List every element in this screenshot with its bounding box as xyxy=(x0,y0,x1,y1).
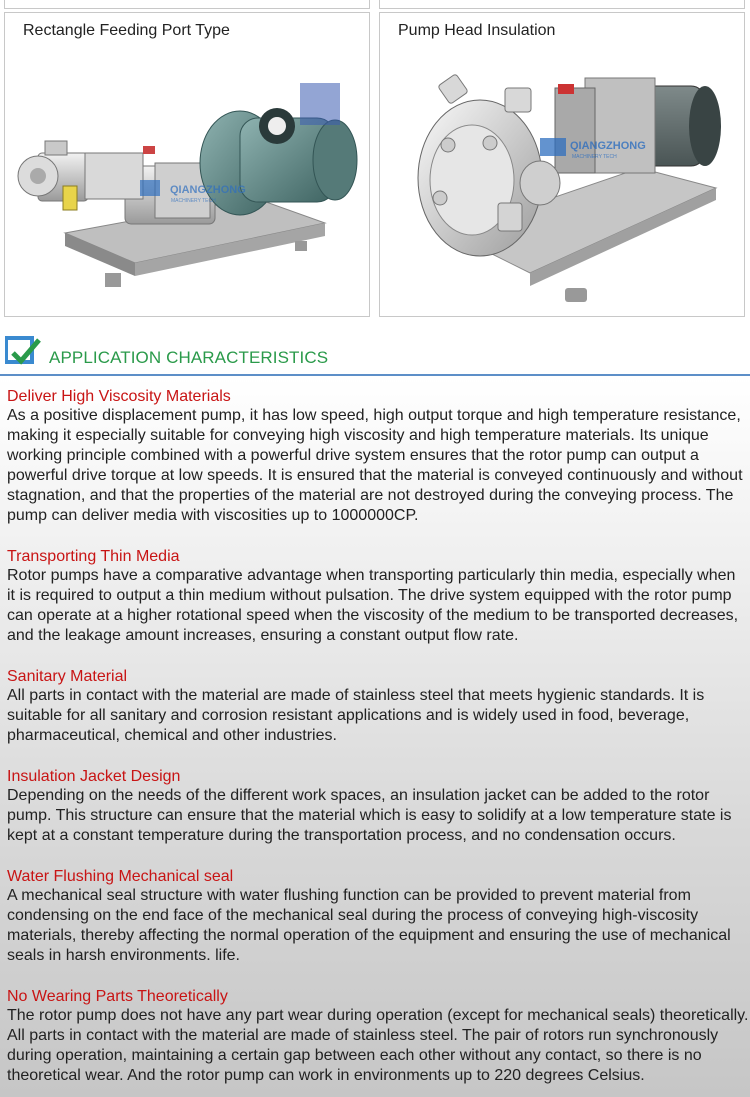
previous-card-bottom-left xyxy=(4,0,370,9)
characteristic-line: As a positive displacement pump, it has low speed, high output torque and high temperature resistance, xyxy=(7,407,741,424)
characteristic-line: can operate at a higher rotational speed when the viscosity of the medium to be transported decreases, xyxy=(7,607,739,624)
characteristic-item xyxy=(7,547,750,646)
characteristic-line: All parts in contact with the material are made of stainless steel. The pair of rotors run synchronously xyxy=(7,1027,719,1044)
characteristic-item xyxy=(7,767,750,846)
characteristic-line: working principle combined with a powerful drive system ensures that the rotor pump can output a xyxy=(7,447,699,464)
characteristic-line: pharmaceutical, chemical and other industries. xyxy=(7,727,337,744)
characteristic-line: The rotor pump does not have any part wear during operation (except for mechanical seals) theoretically. xyxy=(7,1007,749,1024)
characteristic-line: it is required to output a thin medium without pulsation. The drive system equipped with the rotor pump xyxy=(7,587,732,604)
characteristic-line: pump can deliver media with viscosities up to 1000000CP. xyxy=(7,507,419,524)
characteristic-line: and the leakage amount increases, ensuring a constant output flow rate. xyxy=(7,627,519,644)
characteristic-title: Insulation Jacket Design xyxy=(7,768,181,785)
characteristic-line: seals in harsh environments. life. xyxy=(7,947,240,964)
section-divider xyxy=(0,374,750,376)
gallery-card-head-insulation xyxy=(379,12,745,317)
characteristic-line: pump. This structure can ensure that the material which is easy to solidify at a low temperature state is xyxy=(7,807,732,824)
characteristic-line: condensing on the end face of the mechanical seal during the process of conveying high-viscosity xyxy=(7,907,699,924)
section-title: APPLICATION CHARACTERISTICS xyxy=(49,348,329,367)
characteristic-title: Deliver High Viscosity Materials xyxy=(7,388,231,405)
characteristic-line: A mechanical seal structure with water flushing function can be provided to prevent material from xyxy=(7,887,691,904)
characteristic-item xyxy=(7,387,750,526)
watermark-brand: QIANGZHONG xyxy=(570,140,646,152)
watermark-brand: QIANGZHONG xyxy=(170,184,246,196)
characteristic-line: stagnation, and that the properties of the material are not destroyed during the conveying process. The xyxy=(7,487,734,504)
gallery-card-rectangle-port xyxy=(4,12,370,317)
application-characteristics-header xyxy=(0,336,750,376)
characteristic-title: No Wearing Parts Theoretically xyxy=(7,988,228,1005)
characteristic-line: kept at a constant temperature during the transportation process, and no condensation occurs. xyxy=(7,827,676,844)
characteristic-line: Depending on the needs of the different work spaces, an insulation jacket can be added to the rotor xyxy=(7,787,710,804)
characteristic-item xyxy=(7,667,750,746)
characteristic-line: during operation, maintaining a certain gap between each other without any contact, so there is no xyxy=(7,1047,702,1064)
previous-card-bottom-right xyxy=(379,0,745,9)
watermark-sub: MACHINERY TECH xyxy=(171,198,216,204)
checkmark-box-icon xyxy=(5,336,41,366)
characteristic-item xyxy=(7,867,750,966)
characteristic-title: Sanitary Material xyxy=(7,668,128,685)
card-caption: Pump Head Insulation xyxy=(398,22,556,39)
characteristic-line: making it especially suitable for conveying high viscosity and high temperature materials. Its unique xyxy=(7,427,709,444)
characteristic-title: Transporting Thin Media xyxy=(7,548,180,565)
pump-image-rectangle-port xyxy=(5,48,369,316)
characteristic-line: Rotor pumps have a comparative advantage when transporting particularly thin media, especially when xyxy=(7,567,736,584)
characteristics-content xyxy=(0,377,750,1097)
characteristic-line: materials, thereby affecting the normal operation of the equipment and ensuring the use of mechanical xyxy=(7,927,731,944)
characteristic-line: All parts in contact with the material are made of stainless steel that meets hygienic standards. It is xyxy=(7,687,705,704)
pump-image-head-insulation xyxy=(380,48,744,316)
watermark-sub: MACHINERY TECH xyxy=(572,154,617,160)
characteristic-line: suitable for all sanitary and corrosion resistant applications and is widely used in food, beverage, xyxy=(7,707,690,724)
characteristic-item xyxy=(7,987,750,1086)
card-caption: Rectangle Feeding Port Type xyxy=(23,22,230,39)
characteristic-line: powerful drive torque at low speeds. It is ensured that the material is conveyed continuously and without xyxy=(7,467,743,484)
characteristic-title: Water Flushing Mechanical seal xyxy=(7,868,234,885)
characteristic-line: theoretical wear. And the rotor pump can work in environments up to 220 degrees Celsius. xyxy=(7,1067,645,1084)
